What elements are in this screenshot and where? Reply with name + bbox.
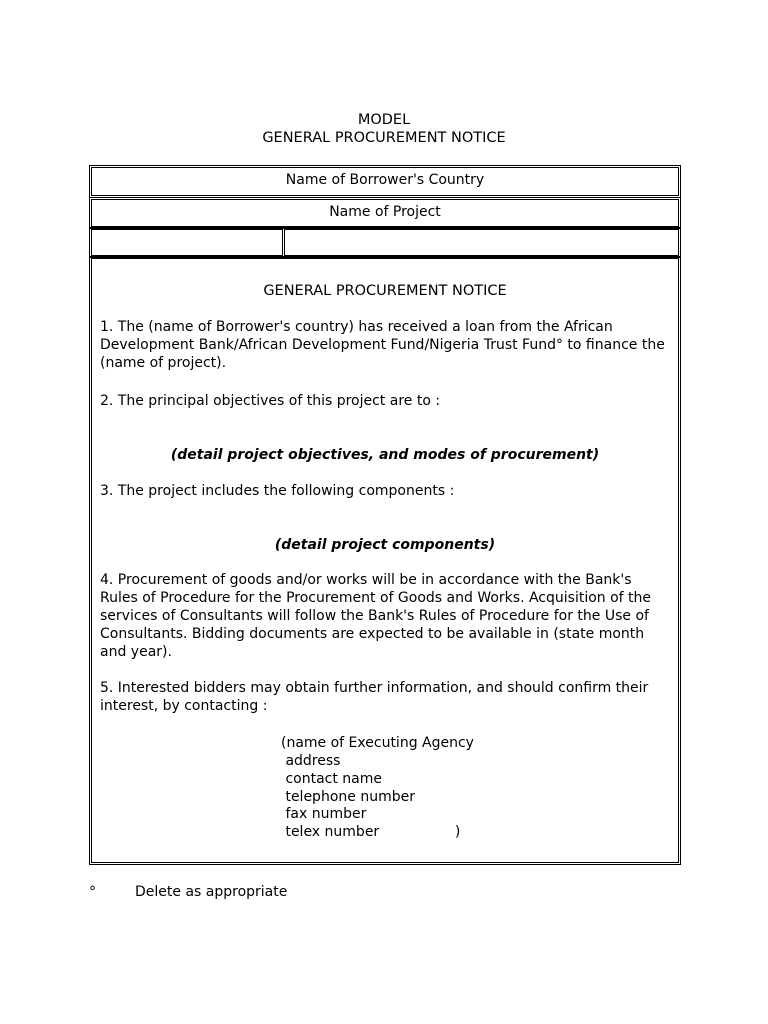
title-line-model: MODEL	[357, 112, 411, 128]
notice-heading: GENERAL PROCUREMENT NOTICE	[263, 283, 507, 299]
paragraph-1: 1. The (name of Borrower's country) has received a loan from the African Development Bank/African Development Fund/Nigeria Trust Fund° to finance the (name of project).	[100, 319, 665, 371]
objectives-placeholder: (detail project objectives, and modes of procurement)	[170, 447, 600, 463]
project-name-label: Name of Project	[329, 204, 441, 220]
notice-body-box	[89, 256, 681, 865]
borrower-country-label: Name of Borrower's Country	[285, 172, 485, 188]
contact-address: address	[281, 753, 341, 769]
project-name-row	[89, 197, 681, 229]
contact-telex: telex number )	[281, 824, 461, 840]
paragraph-4: 4. Procurement of goods and/or works will be in accordance with the Bank's Rules of Procedure for the Procurement of Goods and Works. Acquisition of the services of Consultants will follow the Bank's Rules of Procedure for the Use of Consultants. Bidding documents are expected to be available in (state month and year).	[100, 572, 652, 660]
blank-cell-left	[89, 227, 285, 258]
contact-fax: fax number	[281, 806, 367, 822]
contact-agency: (name of Executing Agency	[281, 735, 474, 751]
contact-telephone: telephone number	[281, 789, 415, 805]
footnote-text: Delete as appropriate	[135, 884, 288, 900]
paragraph-3: 3. The project includes the following components :	[100, 483, 455, 499]
components-placeholder: (detail project components)	[274, 537, 496, 553]
footnote-mark: °	[89, 884, 96, 900]
document-title	[0, 111, 768, 147]
contact-name: contact name	[281, 771, 382, 787]
title-line-notice: GENERAL PROCUREMENT NOTICE	[262, 130, 506, 146]
blank-cell-right	[282, 227, 681, 258]
borrower-country-row	[89, 165, 681, 198]
paragraph-5: 5. Interested bidders may obtain further information, and should confirm their interest, by contacting :	[100, 680, 649, 714]
paragraph-2: 2. The principal objectives of this project are to :	[100, 393, 441, 409]
